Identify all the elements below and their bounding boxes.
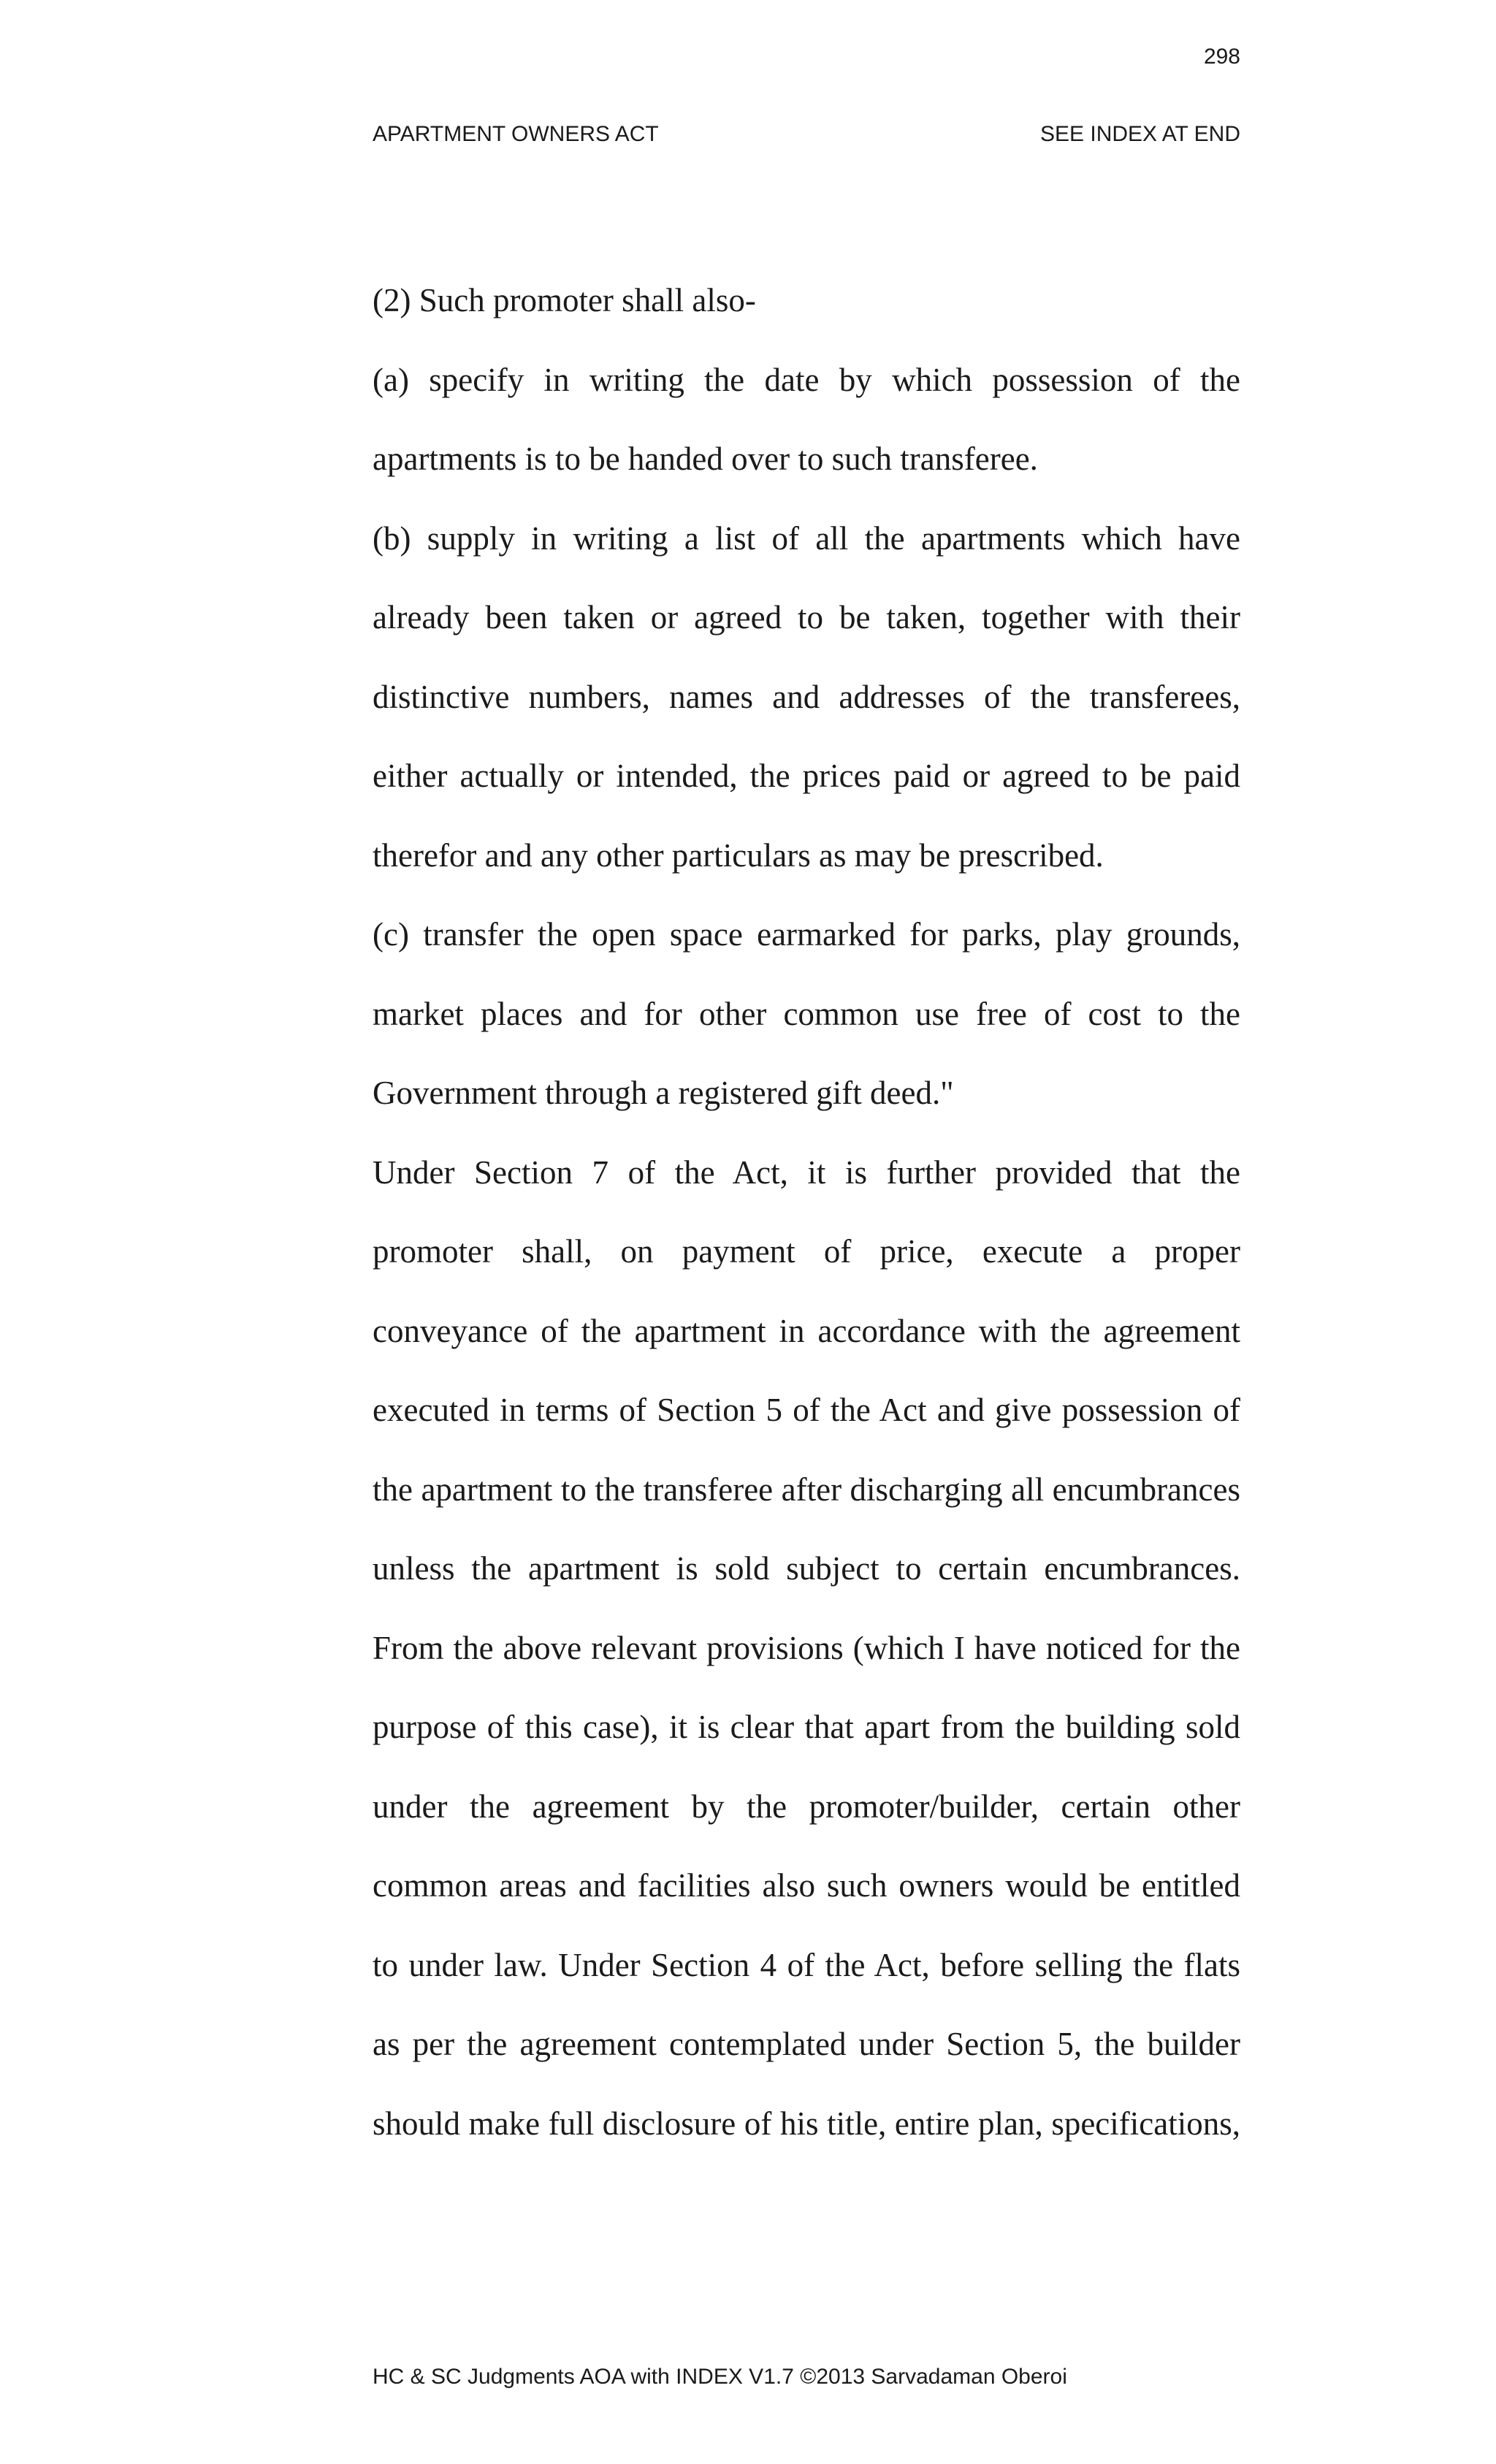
clause-2b: (b) supply in writing a list of all the apartments which have already been taken or agreed to be taken, together with their distinctive numbers, names and addresses of the transferees, either actually or intended, the prices paid or agreed to be paid therefor and any other particulars as may be prescribed. — [373, 519, 1240, 874]
page-number: 298 — [1203, 45, 1240, 69]
clause-2c: (c) transfer the open space earmarked for parks, play grounds, market places and for other common use free of cost to the Government through a registered gift deed." — [373, 916, 1240, 1111]
running-header — [373, 121, 1240, 148]
clause-2-intro: (2) Such promoter shall also- — [373, 282, 756, 319]
footer: HC & SC Judgments AOA with INDEX V1.7 ©2013 Sarvadaman Oberoi — [373, 2365, 1067, 2389]
body-text — [373, 261, 1240, 2163]
clause-2a: (a) specify in writing the date by which possession of the apartments is to be handed over to such transferee. — [373, 361, 1240, 477]
section-7-discussion: Under Section 7 of the Act, it is further provided that the promoter shall, on payment of price, execute a proper conveyance of the apartment in accordance with the agreement executed in terms of Section 5 of the Act and give possession of the apartment to the transferee after discharging all encumbrances unless the apartment is sold subject to certain encumbrances. From the above relevant provisions (which I have noticed for the purpose of this case), it is clear that apart from the building sold under the agreement by the promoter/builder, certain other common areas and facilities also such owners would be entitled to under law. Under Section 4 of the Act, before selling the flats as per the agreement contemplated under Section 5, the builder should make full disclosure of his title, entire plan, specifications, — [373, 1153, 1240, 2142]
header-index-note: SEE INDEX AT END — [1040, 122, 1240, 146]
header-title: APARTMENT OWNERS ACT — [373, 122, 659, 146]
